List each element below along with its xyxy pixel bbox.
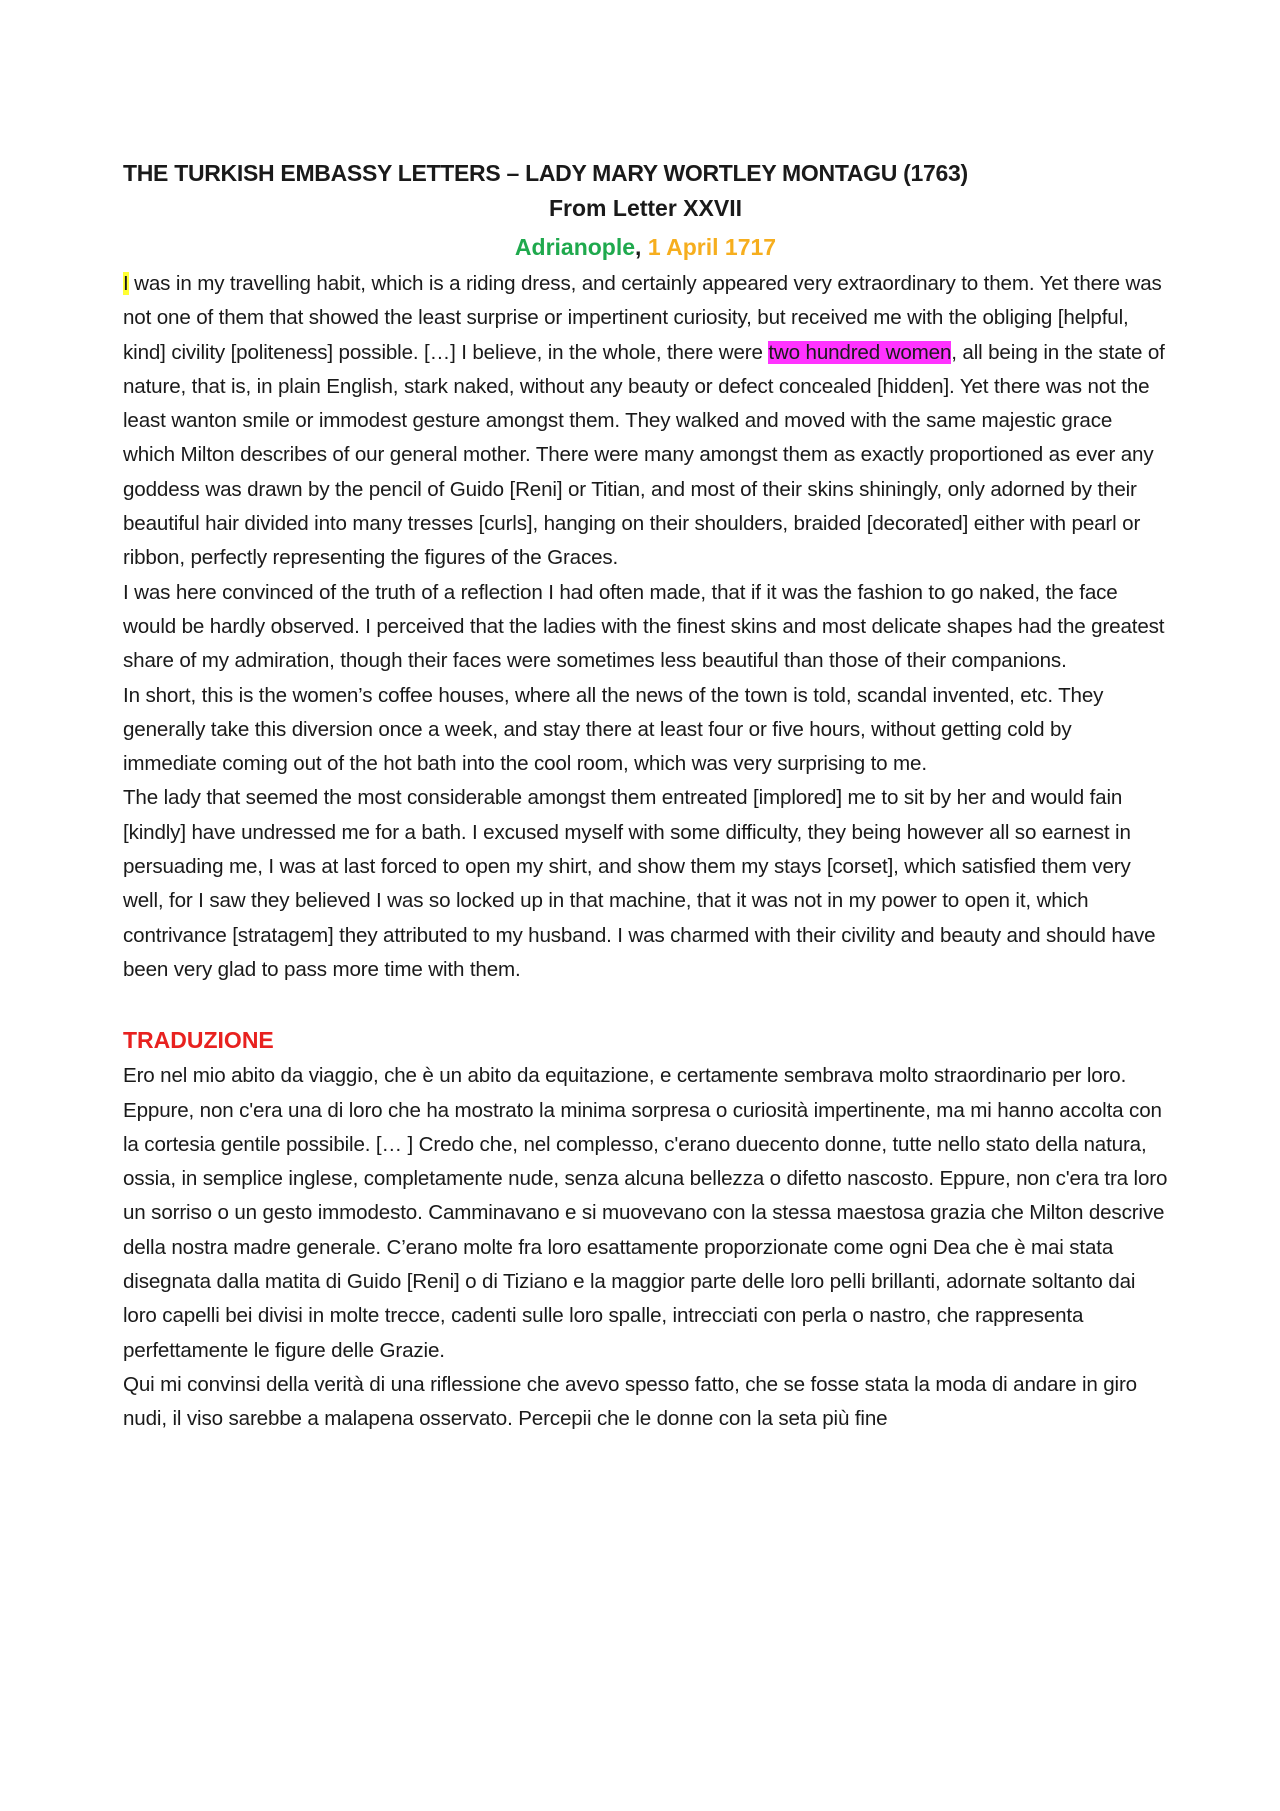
english-paragraph-4: The lady that seemed the most considerable amongst them entreated [implored] me to sit by her and would fain [kindly] have undressed me for a bath. I excused myself with some difficulty, they being however all so earnest in persuading me, I was at last forced to open my shirt, and show them my stays [corset], which satisfied them very well, for I saw they believed I was so locked up in that machine, that it was not in my power to open it, which contrivance [stratagem] they attributed to my husband. I was charmed with their civility and beauty and should have been very glad to pass more time with them. [123,786,1156,981]
italian-paragraph-1: Ero nel mio abito da viaggio, che è un abito da equitazione, e certamente sembrava molto straordinario per loro. Eppure, non c'era una di loro che ha mostrato la minima sorpresa o curiosità impertinente, ma mi hanno accolta con la cortesia gentile possibile. [… ] Credo che, nel complesso, c'erano duecento donne, tutte nello stato della natura, ossia, in semplice inglese, completamente nude, senza alcuna bellezza o difetto nascosto. Eppure, non c'era tra loro un sorriso o un gesto immodesto. Camminavano e si muovevano con la stessa maestosa grazia che Milton descrive della nostra madre generale. C’erano molte fra loro esattamente proporzionate come ogni Dea che è mai stata disegnata dalla matita di Guido [Reni] o di Tiziano e la maggior parte delle loro pelli brillanti, adornate soltanto dai loro capelli bei divisi in molte trecce, cadenti sulle loro spalle, intrecciati con perla o nastro, che rappresenta perfettamente le figure delle Grazie. [123,1064,1168,1362]
document-page [123,158,1168,1437]
dateline [123,227,1168,267]
english-paragraph-1 [123,267,1168,576]
dateline-comma: , [635,234,642,260]
highlight-magenta: two hundred women [768,340,952,364]
document-title: THE TURKISH EMBASSY LETTERS – LADY MARY WORTLEY MONTAGU (1763) [123,160,968,186]
english-paragraph-1-text-a: was in my travelling habit, which is a riding dress, and certainly appeared very extraordinary to them. Yet there was not one of them that showed the least surprise or impertinent curiosity, but received me with the obliging [helpful, kind] civility [politeness] possible. […] I believe, in the whole, there were [123,272,1162,364]
italian-paragraph-2: Qui mi convinsi della verità di una riflessione che avevo spesso fatto, che se fosse stata la moda di andare in giro nudi, il viso sarebbe a malapena osservato. Percepii che le donne con la seta più fine [123,1372,1137,1431]
translation-heading: TRADUZIONE [123,1027,274,1054]
section-spacer [123,987,1168,1021]
english-paragraph-1-text-b: , all being in the state of nature, that is, in plain English, stark naked, without any beauty or defect concealed [hidden]. Yet there was not the least wanton smile or immodest gesture amongst them. They walked and moved with the same majestic grace which Milton describes of our general mother. There were many amongst them as exactly proportioned as ever any goddess was drawn by the pencil of Guido [Reni] or Titian, and most of their skins shiningly, only adorned by their beautiful hair divided into many tresses [curls], hanging on their shoulders, braided [decorated] either with pearl or ribbon, perfectly representing the figures of the Graces. [123,340,1165,570]
english-paragraph-2: I was here convinced of the truth of a reflection I had often made, that if it was the fashion to go naked, the face would be hardly observed. I perceived that the ladies with the finest skins and most delicate shapes had the greatest share of my admiration, though their faces were sometimes less beautiful than those of their companions. [123,580,1165,673]
letter-subtitle: From Letter XXVII [549,195,742,221]
highlight-yellow: I [123,272,129,295]
dateline-place: Adrianople [514,234,636,260]
english-paragraph-3: In short, this is the women’s coffee houses, where all the news of the town is told, scandal invented, etc. They generally take this diversion once a week, and stay there at least four or five hours, without getting cold by immediate coming out of the hot bath into the cool room, which was very surprising to me. [123,683,1104,776]
dateline-date: 1 April 1717 [647,234,777,260]
